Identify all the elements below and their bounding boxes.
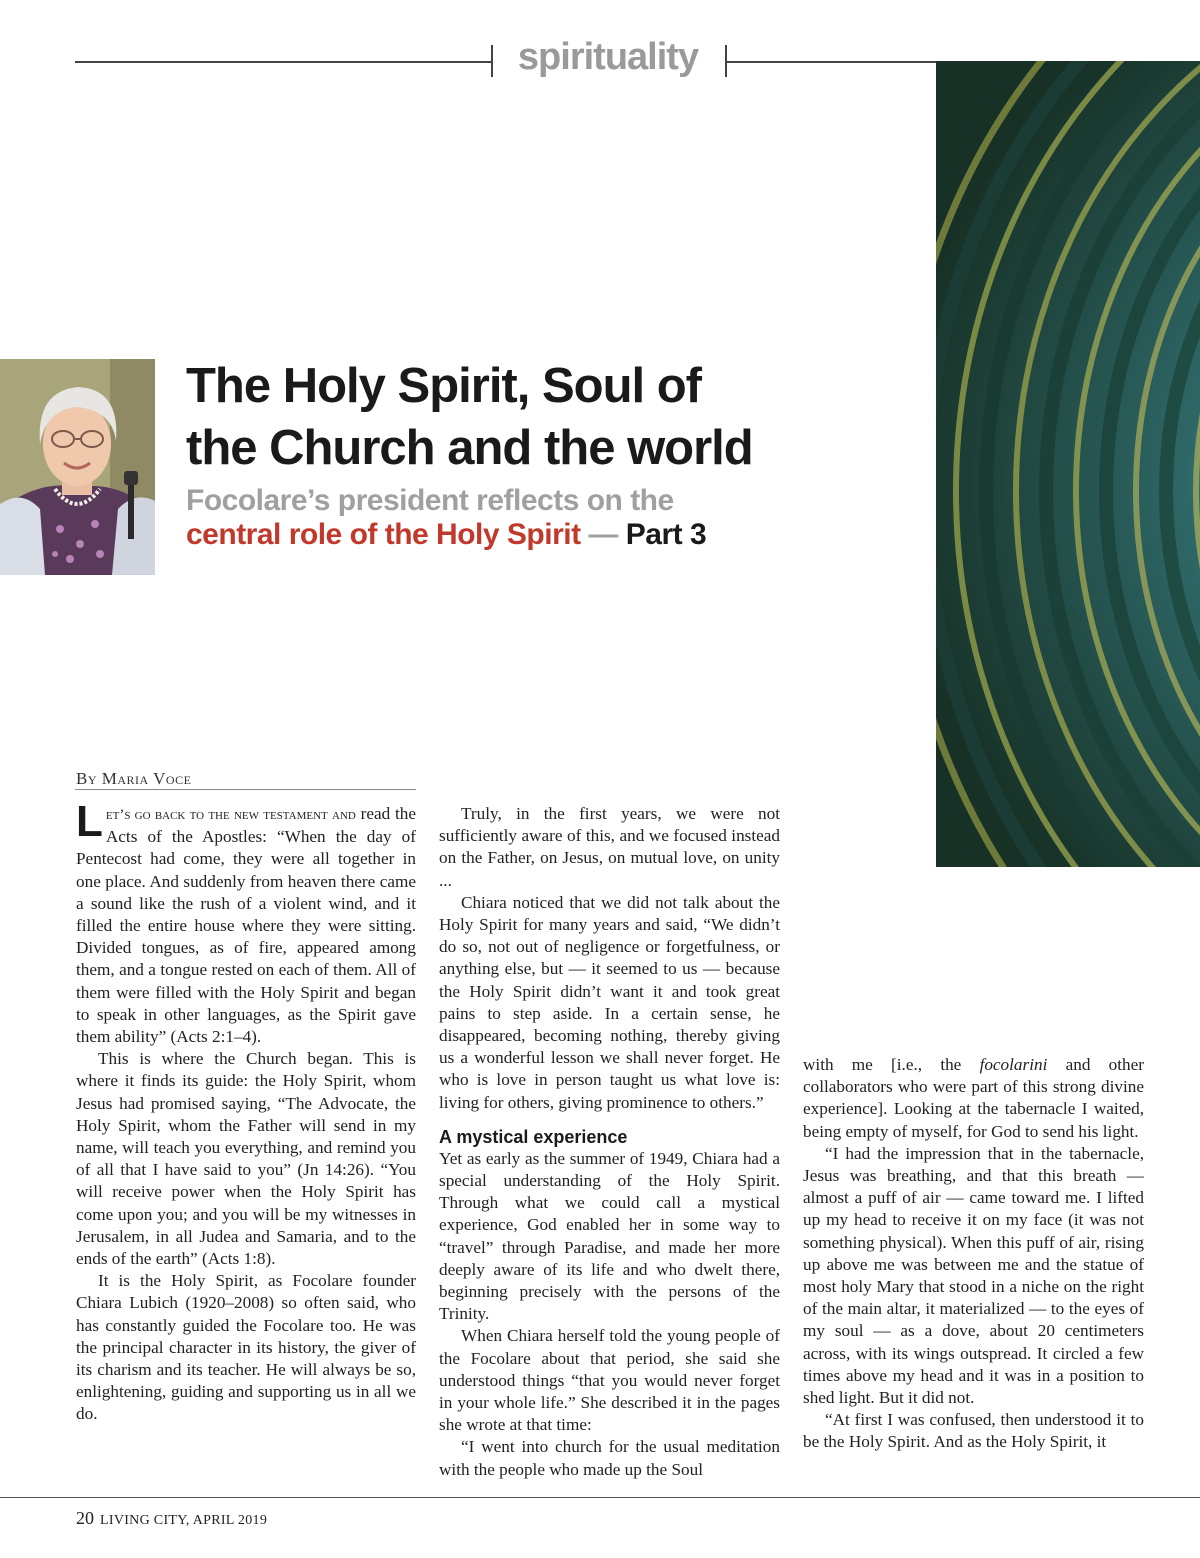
paragraph-6: Yet as early as the summer of 1949, Chiara had a special understanding of the Holy Spirit. Through what we could call a mystical experience, God enabled her in some way to “travel” through Paradise, and made her more deeply aware of its life and who dwelt there, beginning precisely with the persons of the Trinity. [439, 1148, 780, 1324]
paragraph-11: “At first I was confused, then understood it to be the Holy Spirit. And as the Holy Spirit, it [803, 1410, 1144, 1452]
deck-line-2 [186, 518, 906, 552]
deck-line-1: Focolare’s president reflects on the [186, 484, 674, 517]
paragraph-5: Chiara noticed that we did not talk about the Holy Spirit for many years and said, “We didn’t do so, not out of negligence or forgetfulness, or anything else, but — it seemed to us — because the Holy Spirit didn’t want it and took great pains to step aside. In a certain sense, he disappeared, becoming nothing, thereby giving us a wonderful lesson we shall never forget. He who is love in person taught us what love is: living for others, giving prominence to others.” [439, 892, 780, 1112]
footer-rule [0, 1497, 1200, 1498]
paragraph-7: When Chiara herself told the young people of the Focolare about that period, she said she understood things “that you would never forget in your whole life.” She described it in the pages she wrote at that time: [439, 1326, 780, 1435]
deck-dash: — [580, 518, 626, 551]
paragraph-1-text: read the Acts of the Apostles: “When the day of Pentecost had come, they were all together in one place. And suddenly from heaven there came a sound like the rush of a violent wind, and it filled the entire house where they were sitting. Divided tongues, as of fire, appeared among them, and a tongue rested on each of them. All of them were filled with the Holy Spirit and began to speak in other languages, as the Spirit gave them ability” (Acts 2:1–4). [76, 804, 416, 1047]
dome-ceiling-photo [936, 61, 1200, 867]
subheading: A mystical experience [439, 1126, 628, 1147]
paragraph-8: “I went into church for the usual meditation with the people who made up the Soul [439, 1437, 780, 1479]
section-bar-left [491, 45, 493, 77]
drop-cap: L [76, 797, 103, 846]
paragraph-9-text-b: and other collaborators who were part of this strong divine experience]. Looking at the tabernacle I waited, being empty of myself, for God to send his light. [803, 1055, 1144, 1141]
lead-in: et’s go back to the new testament and [105, 807, 356, 823]
paragraph-1 [76, 797, 416, 1048]
headline-line-2: the Church and the world [186, 421, 753, 475]
body-column-3 [803, 1054, 1144, 1454]
headline-line-1: The Holy Spirit, Soul of [186, 359, 701, 413]
section-rule-left [75, 61, 491, 63]
article-headline [186, 355, 906, 479]
paragraph-2: This is where the Church began. This is where it finds its guide: the Holy Spirit, whom Jesus had promised saying, “The Advocate, the Holy Spirit, whom the Father will send in my name, will teach you everything, and remind you of all that I have said to you” (Jn 14:26). “You will receive power when the Holy Spirit has come upon you; and you will be my witnesses in Jerusalem, in all Judea and Samaria, and to the ends of the earth” (Acts 1:8). [76, 1049, 416, 1269]
section-label: spirituality [517, 36, 699, 78]
paragraph-9-italic: focolarini [979, 1055, 1048, 1074]
paragraph-4: Truly, in the first years, we were not sufficiently aware of this, and we focused instead on the Father, on Jesus, on mutual love, on unity ... [439, 804, 780, 890]
byline-text: By Maria Voce [76, 769, 192, 788]
paragraph-3: It is the Holy Spirit, as Focolare founder Chiara Lubich (1920–2008) so often said, who has constantly guided the Focolare too. He was the principal character in its history, the giver of its charism and its teacher. He will always be so, enlightening, guiding and supporting us in all we do. [76, 1271, 416, 1424]
deck-part-label: Part 3 [625, 518, 707, 551]
page-number: 20 [76, 1508, 94, 1528]
paragraph-10: “I had the impression that in the tabernacle, Jesus was breathing, and that this breath — almost a puff of air — came toward me. I lifted up my head to receive it on my face (it was not something physical). When this puff of air, rising up above me was between me and the statue of most holy Mary that stood in a niche on the right of the main altar, it materialized — to the eyes of my soul — as a dove, about 20 centimeters across, with its wings outspread. It circled a few times above my head and it was in a position to shed light. But it did not. [803, 1143, 1144, 1408]
section-rule-right [726, 61, 938, 63]
body-column-1 [76, 797, 416, 1426]
paragraph-9 [803, 1054, 1144, 1143]
body-column-2 [439, 803, 780, 1481]
byline-rule [75, 789, 416, 790]
article-deck [186, 484, 906, 552]
magazine-issue: LIVING CITY, APRIL 2019 [100, 1513, 268, 1528]
deck-highlight: central role of the Holy Spirit [186, 518, 581, 551]
paragraph-9-text-a: with me [i.e., the [803, 1055, 980, 1074]
author-portrait-photo [0, 359, 155, 575]
byline [76, 769, 191, 789]
page-footer [76, 1508, 267, 1529]
